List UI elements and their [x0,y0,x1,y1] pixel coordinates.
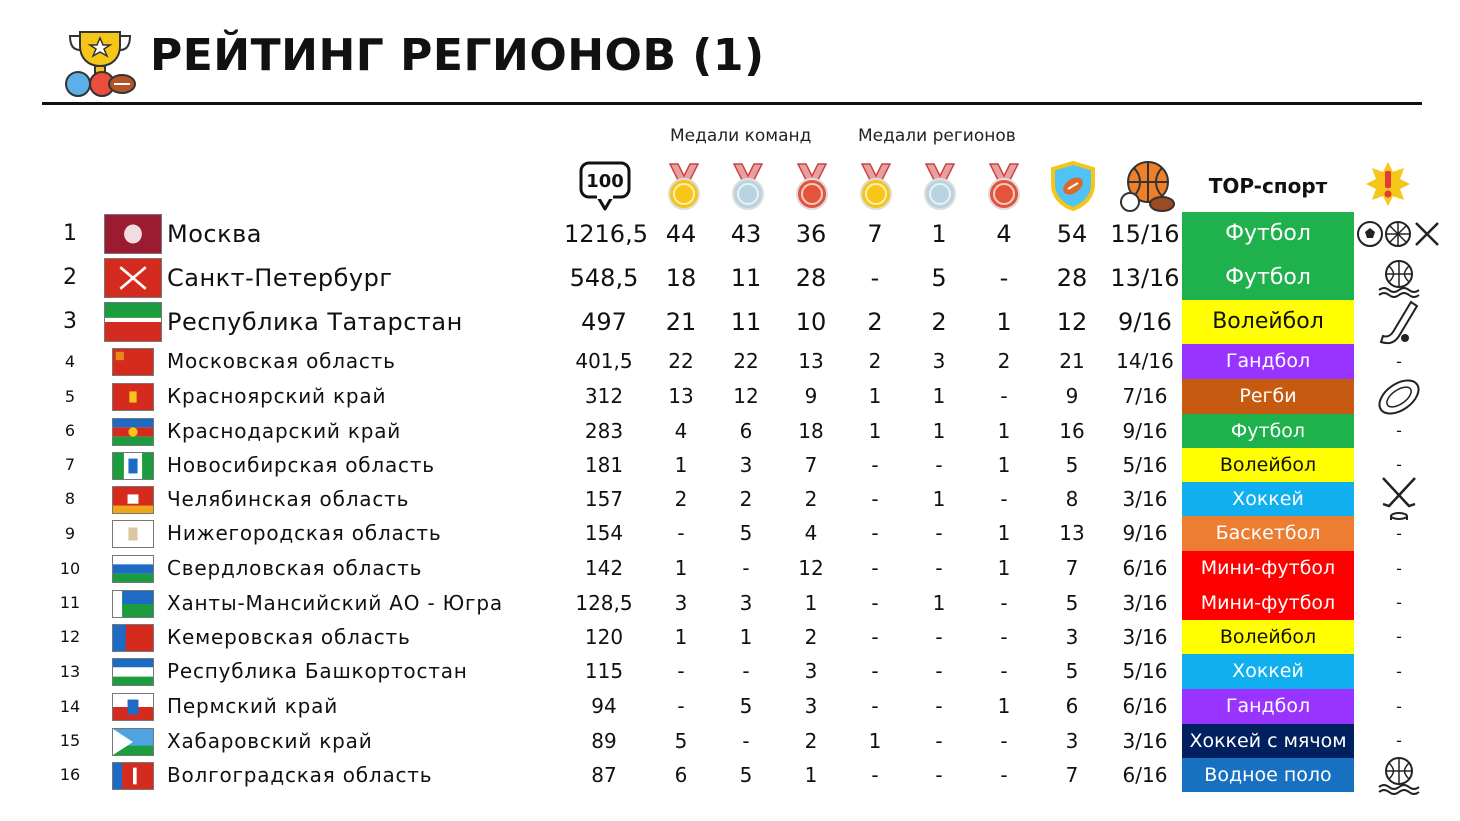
region-gold-cell: - [871,453,879,477]
table-row [0,344,1460,379]
top-sport-cell: Волейбол [1182,620,1354,654]
region-flag [112,520,154,548]
region-bronze-cell: - [1000,659,1008,683]
team-silver-cell: 6 [739,419,753,443]
total-sports-cell: 54 [1056,220,1088,248]
region-silver-cell: 1 [932,487,946,511]
team-gold-cell: 21 [665,308,697,336]
sports-share-cell: 9/16 [1122,521,1168,545]
region-flag [112,348,154,376]
region-name: Москва [167,220,262,248]
score-cell: 283 [584,419,624,443]
region-bronze-cell: 1 [997,453,1011,477]
region-medals-header: Медали регионов [858,126,1016,146]
score-cell: 312 [584,384,624,408]
region-flag [104,258,162,298]
region-flag [112,452,154,480]
table-row [0,758,1460,792]
sports-share-cell: 3/16 [1122,625,1168,649]
team-bronze-cell: 3 [804,659,818,683]
rank-number: 5 [64,387,76,406]
rank-number: 10 [59,559,81,578]
note-cell: - [1396,421,1402,440]
region-name: Красноярский край [167,384,387,408]
water-polo-icon [1356,758,1442,792]
note-cell: - [1396,524,1402,543]
total-sports-cell: 3 [1065,729,1079,753]
region-name: Республика Татарстан [167,308,463,336]
region-gold-cell: - [871,521,879,545]
region-name: Нижегородская область [167,521,442,545]
region-bronze-cell: 1 [997,521,1011,545]
score-cell: 157 [584,487,624,511]
hockey-stick-icon [1356,300,1442,344]
team-silver-cell: - [742,729,750,753]
region-bronze-cell: - [1000,625,1008,649]
region-name: Краснодарский край [167,419,402,443]
region-silver-cell: - [935,659,943,683]
rank-number: 14 [59,697,81,716]
team-bronze-cell: 9 [804,384,818,408]
team-silver-cell: 5 [739,694,753,718]
region-name: Челябинская область [167,487,410,511]
sports-share-cell: 9/16 [1118,308,1172,336]
sports-share-cell: 5/16 [1122,659,1168,683]
sports-share-cell: 15/16 [1110,220,1180,248]
top-sport-cell: Баскетбол [1182,516,1354,551]
top-sport-cell: Гандбол [1182,344,1354,379]
silver-region-medal-icon [916,162,968,214]
region-name: Свердловская область [167,556,423,580]
silver-team-medal-icon [724,162,776,214]
table-row [0,516,1460,551]
sports-share-cell: 13/16 [1110,264,1180,292]
total-sports-cell: 16 [1059,419,1085,443]
sports-share-cell: 6/16 [1122,694,1168,718]
region-silver-cell: - [935,625,943,649]
region-name: Волгоградская область [167,763,433,787]
note-cell: - [1396,731,1402,750]
top-sport-header: TOP-спорт [1208,174,1328,198]
score-cell: 87 [591,763,617,787]
region-flag [112,383,154,411]
team-gold-cell: - [677,694,685,718]
note-cell: - [1396,697,1402,716]
region-flag [112,693,154,721]
team-bronze-cell: 13 [798,349,824,373]
team-gold-cell: 5 [674,729,688,753]
rank-number: 6 [64,421,76,440]
top-sport-cell: Водное поло [1182,758,1354,792]
team-silver-cell: 5 [739,521,753,545]
score-badge-icon [578,160,630,212]
team-gold-cell: 1 [674,453,688,477]
region-silver-cell: 1 [931,220,947,248]
region-gold-cell: - [871,763,879,787]
sports-share-cell: 5/16 [1122,453,1168,477]
region-silver-cell: - [935,556,943,580]
score-cell: 497 [581,308,627,336]
region-name: Хабаровский край [167,729,373,753]
team-bronze-cell: 2 [804,729,818,753]
region-bronze-cell: - [1000,591,1008,615]
region-flag [112,486,154,514]
team-silver-cell: - [742,659,750,683]
region-silver-cell: 1 [932,384,946,408]
region-name: Московская область [167,349,396,373]
region-bronze-cell: - [1000,384,1008,408]
sports-share-cell: 9/16 [1122,419,1168,443]
table-row [0,414,1460,448]
region-flag [104,214,162,254]
rank-number: 1 [63,221,77,246]
sports-share-cell: 7/16 [1122,384,1168,408]
team-silver-cell: 2 [739,487,753,511]
top-sport-cell: Мини-футбол [1182,551,1354,586]
table-row [0,482,1460,516]
region-bronze-cell: 1 [996,308,1012,336]
table-row [0,379,1460,414]
region-gold-cell: - [870,264,880,292]
sport-balls-icon [1118,158,1176,210]
score-cell: 94 [591,694,617,718]
total-sports-cell: 7 [1065,763,1079,787]
bronze-region-medal-icon [980,162,1032,214]
region-name: Санкт-Петербург [167,264,393,292]
total-sports-cell: 8 [1065,487,1079,511]
table-row [0,212,1460,256]
team-bronze-cell: 28 [795,264,827,292]
team-gold-cell: 44 [665,220,697,248]
region-silver-cell: 1 [932,419,946,443]
region-gold-cell: 7 [867,220,883,248]
rank-number: 8 [64,489,76,508]
team-silver-cell: - [742,556,750,580]
score-cell: 401,5 [575,349,633,373]
page-title: РЕЙТИНГ РЕГИОНОВ (1) [150,30,765,81]
note-cell: - [1396,627,1402,646]
total-sports-cell: 21 [1059,349,1085,373]
region-name: Новосибирская область [167,453,435,477]
team-bronze-cell: 2 [804,625,818,649]
team-silver-cell: 11 [730,308,762,336]
team-bronze-cell: 7 [804,453,818,477]
region-silver-cell: 5 [931,264,947,292]
rank-number: 13 [59,662,81,681]
team-bronze-cell: 10 [795,308,827,336]
region-silver-cell: 1 [932,591,946,615]
score-cell: 115 [584,659,624,683]
region-bronze-cell: 1 [997,419,1011,443]
region-gold-cell: 1 [868,729,882,753]
top-sport-cell: Мини-футбол [1182,586,1354,620]
region-gold-cell: - [871,694,879,718]
region-name: Ханты-Мансийский АО - Югра [167,591,503,615]
top-sport-cell: Футбол [1182,414,1354,448]
region-flag [104,302,162,342]
region-gold-cell: 2 [867,308,883,336]
table-row [0,448,1460,482]
team-bronze-cell: 1 [804,591,818,615]
rank-number: 16 [59,765,81,784]
region-gold-cell: 1 [868,384,882,408]
total-sports-cell: 3 [1065,625,1079,649]
team-gold-cell: 1 [674,556,688,580]
region-flag [112,418,154,446]
total-sports-cell: 7 [1065,556,1079,580]
note-cell: - [1396,455,1402,474]
region-flag [112,658,154,686]
water-polo-icon [1356,256,1442,300]
score-cell: 128,5 [575,591,633,615]
table-row [0,256,1460,300]
top-sport-cell: Волейбол [1182,300,1354,344]
score-cell: 1216,5 [564,220,648,248]
top-sport-cell: Хоккей с мячом [1182,724,1354,758]
team-gold-cell: - [677,659,685,683]
region-silver-cell: 3 [932,349,946,373]
region-flag [112,728,154,756]
rank-number: 3 [63,309,77,334]
rank-number: 9 [64,524,76,543]
region-bronze-cell: 4 [996,220,1012,248]
region-flag [112,624,154,652]
gold-region-medal-icon [852,162,904,214]
rank-number: 7 [64,455,76,474]
top-sport-cell: Футбол [1182,212,1354,256]
team-silver-cell: 3 [739,591,753,615]
table-row [0,654,1460,689]
region-flag [112,762,154,790]
table-row [0,551,1460,586]
team-silver-cell: 1 [739,625,753,649]
team-gold-cell: 6 [674,763,688,787]
top-sport-cell: Волейбол [1182,448,1354,482]
region-gold-cell: - [871,487,879,511]
hockey-sticks-icon [1356,482,1442,516]
region-silver-cell: - [935,763,943,787]
team-bronze-cell: 36 [795,220,827,248]
team-gold-cell: 4 [674,419,688,443]
table-row [0,300,1460,344]
region-flag [112,555,154,583]
total-sports-cell: 5 [1065,453,1079,477]
bronze-team-medal-icon [788,162,840,214]
gold-team-medal-icon [660,162,712,214]
shield-icon [1048,160,1100,212]
note-cell: - [1396,559,1402,578]
balls-icons [1356,212,1442,256]
note-cell: - [1396,593,1402,612]
title-logo [62,28,138,98]
team-silver-cell: 3 [739,453,753,477]
team-gold-cell: - [677,521,685,545]
table-row [0,689,1460,724]
team-medals-header: Медали команд [670,126,812,146]
region-gold-cell: - [871,659,879,683]
team-silver-cell: 22 [733,349,759,373]
rugby-ball-icon [1356,379,1442,414]
team-silver-cell: 12 [733,384,759,408]
top-sport-cell: Футбол [1182,256,1354,300]
sports-share-cell: 14/16 [1116,349,1174,373]
sports-share-cell: 3/16 [1122,729,1168,753]
rank-number: 15 [59,731,81,750]
region-bronze-cell: 1 [997,694,1011,718]
team-gold-cell: 18 [665,264,697,292]
score-badge-label: 100 [586,171,624,192]
region-name: Кемеровская область [167,625,411,649]
total-sports-cell: 5 [1065,659,1079,683]
region-bronze-cell: 1 [997,556,1011,580]
score-cell: 154 [584,521,624,545]
title-underline [42,102,1422,105]
sports-share-cell: 3/16 [1122,487,1168,511]
region-silver-cell: 2 [931,308,947,336]
rank-number: 12 [59,627,81,646]
region-gold-cell: 1 [868,419,882,443]
team-silver-cell: 5 [739,763,753,787]
team-bronze-cell: 3 [804,694,818,718]
score-cell: 548,5 [569,264,639,292]
team-gold-cell: 13 [668,384,694,408]
top-sport-cell: Регби [1182,379,1354,414]
region-silver-cell: - [935,729,943,753]
score-cell: 120 [584,625,624,649]
top-sport-cell: Гандбол [1182,689,1354,724]
region-gold-cell: - [871,625,879,649]
team-bronze-cell: 1 [804,763,818,787]
region-name: Республика Башкортостан [167,659,468,683]
region-flag [112,590,154,618]
region-silver-cell: - [935,453,943,477]
team-bronze-cell: 12 [798,556,824,580]
rank-number: 11 [59,593,81,612]
region-silver-cell: - [935,521,943,545]
region-gold-cell: 2 [868,349,882,373]
total-sports-cell: 6 [1065,694,1079,718]
team-gold-cell: 22 [668,349,694,373]
score-cell: 142 [584,556,624,580]
team-bronze-cell: 18 [798,419,824,443]
team-silver-cell: 11 [730,264,762,292]
team-gold-cell: 3 [674,591,688,615]
region-gold-cell: - [871,556,879,580]
alert-icon [1364,160,1416,212]
table-row [0,620,1460,654]
sports-share-cell: 6/16 [1122,763,1168,787]
region-name: Пермский край [167,694,338,718]
region-bronze-cell: - [1000,729,1008,753]
note-cell: - [1396,662,1402,681]
total-sports-cell: 13 [1059,521,1085,545]
region-bronze-cell: - [1000,763,1008,787]
team-gold-cell: 1 [674,625,688,649]
team-bronze-cell: 2 [804,487,818,511]
rank-number: 2 [63,265,77,290]
score-cell: 89 [591,729,617,753]
total-sports-cell: 28 [1056,264,1088,292]
sports-share-cell: 3/16 [1122,591,1168,615]
region-silver-cell: - [935,694,943,718]
table-row [0,724,1460,758]
team-bronze-cell: 4 [804,521,818,545]
top-sport-cell: Хоккей [1182,654,1354,689]
note-cell: - [1396,352,1402,371]
sports-share-cell: 6/16 [1122,556,1168,580]
total-sports-cell: 9 [1065,384,1079,408]
total-sports-cell: 12 [1056,308,1088,336]
total-sports-cell: 5 [1065,591,1079,615]
region-bronze-cell: 2 [997,349,1011,373]
team-silver-cell: 43 [730,220,762,248]
region-bronze-cell: - [1000,487,1008,511]
top-sport-cell: Хоккей [1182,482,1354,516]
score-cell: 181 [584,453,624,477]
table-row [0,586,1460,620]
region-bronze-cell: - [999,264,1009,292]
trophy-icon [62,28,138,98]
rank-number: 4 [64,352,76,371]
team-gold-cell: 2 [674,487,688,511]
region-gold-cell: - [871,591,879,615]
